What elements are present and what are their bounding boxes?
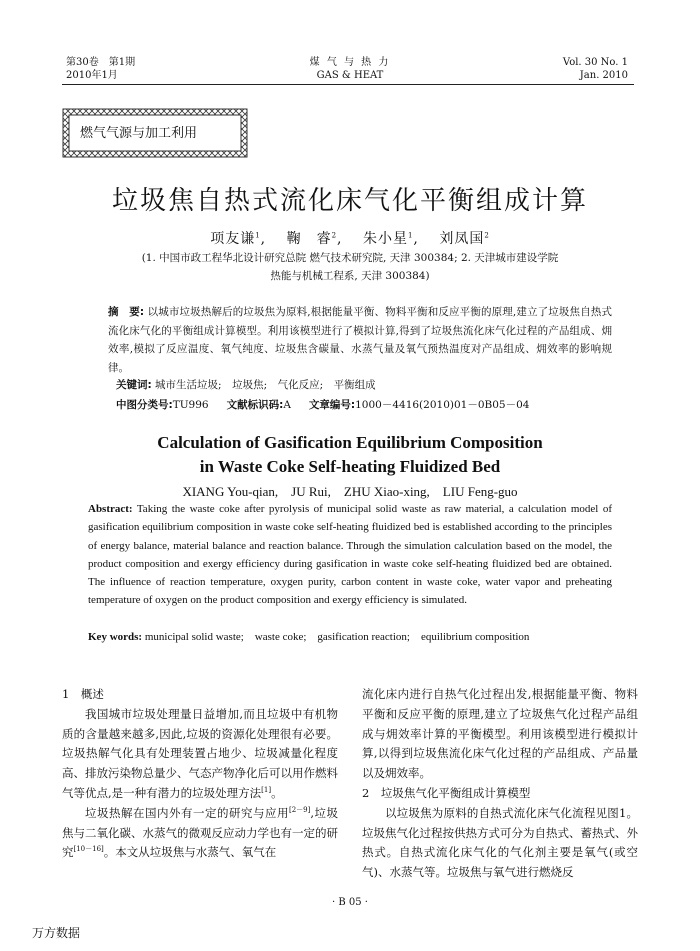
- author-name: 朱小星: [362, 231, 408, 247]
- author-affil-mark: 1: [255, 231, 261, 240]
- journal-volume-en: [563, 56, 628, 82]
- clc-label: 中图分类号:: [116, 399, 173, 411]
- volume-issue-en: Vol. 30 No. 1: [562, 57, 628, 68]
- doc-code-label: 文献标识码:: [226, 399, 284, 411]
- author-affil-mark: 1: [407, 231, 414, 240]
- journal-name-cn: 煤 气 与 热 力: [309, 57, 391, 68]
- issue-date-en: Jan. 2010: [579, 70, 628, 81]
- keywords-text-en: municipal solid waste; waste coke; gasification reaction; equilibrium composition: [144, 631, 530, 643]
- doc-code-value: A: [283, 399, 291, 411]
- citation: [1]: [261, 786, 272, 795]
- paragraph-text: ,垃圾焦与二氧化碳、水蒸气的微观反应动力学也有一定的研究: [62, 805, 339, 860]
- abstract-cn: [108, 303, 612, 377]
- body-paragraph: [62, 705, 338, 804]
- author-name: 项友谦: [210, 231, 256, 247]
- keywords-en: [88, 628, 612, 647]
- paper-title-en: [0, 431, 700, 479]
- footer-watermark: 万方数据: [32, 926, 81, 940]
- keywords-label-cn: 关键词:: [116, 379, 152, 391]
- body-paragraph: [62, 804, 338, 863]
- abstract-text-cn: 以城市垃圾热解后的垃圾焦为原料,根据能量平衡、物料平衡和反应平衡的原理,建立了垃圾焦自热式流化床气化的平衡组成计算模型。利用该模型进行了模拟计算,得到了垃圾焦流化床气化过程的产品组成、㶲效率,模拟了反应温度、氧气纯度、垃圾焦含碳量、水蒸气量及氧气预热温度对产品组成、㶲效率的影响规律。: [108, 306, 612, 374]
- abstract-text-en: Taking the waste coke after pyrolysis of municipal solid waste as raw material, a calculation model of gasification equilibrium composition in waste coke self-heating fluidized bed is established according to the principles of energy balance, material balance and reaction balance. Through the simulation calculation based on the model, the product composition and exergy efficiency during gasification in waste coke self-heating fluidized bed are obtained. The influence of reaction temperature, oxygen purity, carbon content in waste coke, water vapor and preheating temperature of oxygen on the product composition and exergy efficiency is simulated.: [88, 503, 612, 607]
- citation: [2－9]: [288, 805, 311, 814]
- affiliation-cn: [100, 249, 600, 285]
- author-name: 刘凤国: [439, 231, 485, 247]
- abstract-en: [88, 500, 612, 610]
- paper-title-cn: 垃圾焦自热式流化床气化平衡组成计算: [111, 186, 588, 216]
- section-heading: 1 概述: [62, 687, 104, 701]
- keywords-label-en: Key words:: [88, 631, 143, 643]
- title-line: in Waste Coke Self-heating Fluidized Bed: [199, 457, 501, 476]
- abstract-label-en: Abstract:: [88, 503, 133, 515]
- journal-name-en: GAS & HEAT: [316, 70, 384, 81]
- keywords-cn: [116, 377, 376, 392]
- article-no-label: 文章编号:: [308, 399, 356, 411]
- paragraph-text: 垃圾热解在国内外有一定的研究与应用: [85, 805, 289, 820]
- affiliation-line: (1. 中国市政工程华北设计研究总院 燃气技术研究院, 天津 300384; 2. 天津城市建设学院: [141, 252, 559, 264]
- affiliation-line: 热能与机械工程系, 天津 300384): [270, 270, 430, 282]
- authors-cn: 项友谦$^1$, 鞠 睿$^2$, 朱小星$^1$, 刘凤国$^2$: [210, 231, 490, 247]
- body-column-left: [62, 685, 338, 863]
- citation: [10－16]: [73, 845, 104, 854]
- paragraph-text: 我国城市垃圾处理量日益增加,而且垃圾中有机物质的含量越来越多,因此,垃圾的资源化处理很有必要。垃圾热解气化具有处理装置占地少、垃圾减量化程度高、排放污染物总量少、气态产物净化后可以用作燃料气等优点,是一种有潜力的垃圾处理方法: [62, 706, 338, 800]
- article-no-value: 1000－4416(2010)01－0B05－04: [355, 399, 530, 411]
- author-affil-mark: 2: [484, 231, 490, 240]
- authors-en: XIANG You-qian, JU Rui, ZHU Xiao-xing, LIU Feng-guo: [182, 484, 518, 499]
- classification-line: [116, 397, 529, 412]
- author-name: 鞠 睿: [286, 231, 332, 247]
- body-paragraph: 以垃圾焦为原料的自热式流化床气化流程见图1。垃圾焦气化过程按供热方式可分为自热式、蓄热式、外热式。自热式流化床气化的气化剂主要是氧气(或空气)、水蒸气等。垃圾焦与氧气进行燃烧反: [362, 805, 638, 880]
- section-label: 燃气气源与加工利用: [80, 126, 198, 141]
- section-heading: 2 垃圾焦气化平衡组成计算模型: [362, 785, 531, 800]
- abstract-label-cn: 摘 要:: [108, 306, 145, 318]
- title-line: Calculation of Gasification Equilibrium Composition: [157, 433, 543, 452]
- header-rule: [62, 84, 634, 85]
- page-number: · B 05 ·: [332, 897, 368, 908]
- paragraph-text: 。: [271, 785, 283, 800]
- clc-value: TU996: [172, 399, 209, 411]
- body-column-right: [362, 685, 638, 883]
- body-paragraph: 流化床内进行自热气化过程出发,根据能量平衡、物料平衡和反应平衡的原理,建立了垃圾焦气化过程产品组成与㶲效率计算的平衡模型。利用该模型进行模拟计算,以得到垃圾焦流化床气化过程的产品组成、产品量以及㶲效率。: [362, 687, 638, 781]
- issue-date: 2010年1月: [66, 70, 118, 81]
- paragraph-text: 。本文从垃圾焦与水蒸气、氧气在: [103, 845, 277, 860]
- volume-issue: 第30卷 第1期: [66, 57, 136, 68]
- keywords-text-cn: 城市生活垃圾; 垃圾焦; 气化反应; 平衡组成: [155, 379, 376, 391]
- author-affil-mark: 2: [331, 231, 338, 240]
